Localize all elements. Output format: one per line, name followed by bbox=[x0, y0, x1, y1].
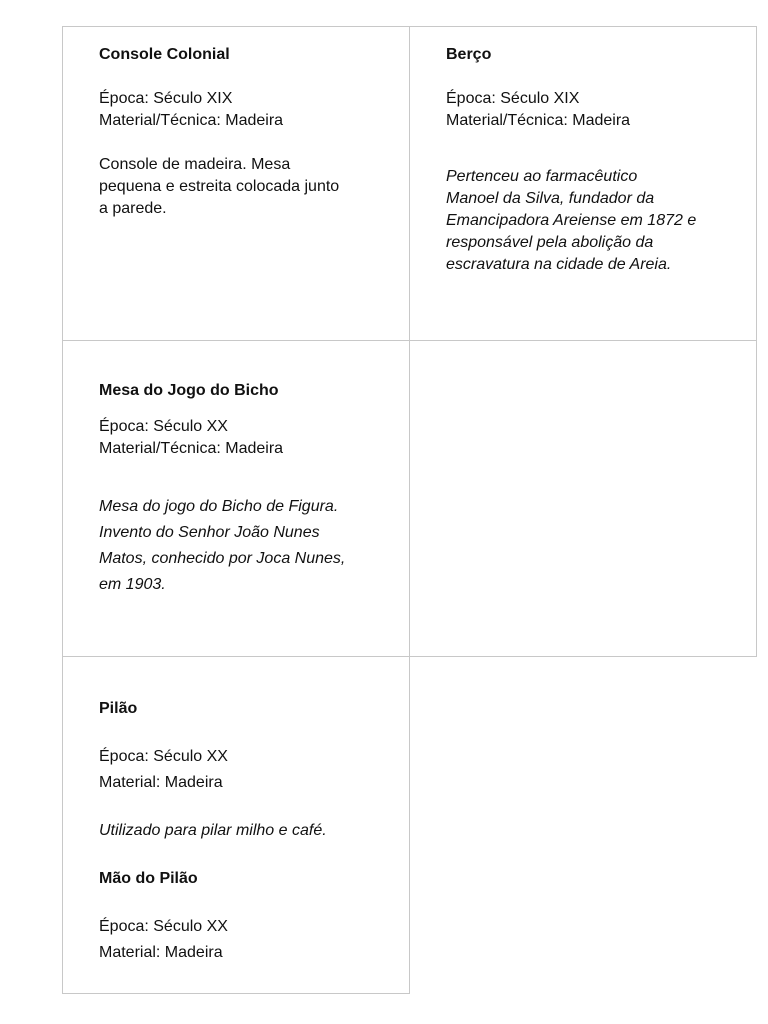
item-title: Berço bbox=[446, 46, 492, 63]
item-description-line: Utilizado para pilar milho e café. bbox=[99, 822, 327, 839]
item-epoca: Época: Século XIX bbox=[446, 90, 580, 107]
item-epoca: Época: Século XX bbox=[99, 748, 228, 765]
empty-cell bbox=[409, 340, 757, 657]
item-description-line: Emancipadora Areiense em 1872 e bbox=[446, 212, 697, 229]
item-material: Material: Madeira bbox=[99, 944, 223, 961]
item-description-line: Pertenceu ao farmacêutico bbox=[446, 168, 638, 185]
item-epoca: Época: Século XIX bbox=[99, 90, 233, 107]
item-title: Mesa do Jogo do Bicho bbox=[99, 382, 279, 399]
item-content bbox=[99, 380, 389, 598]
item-content bbox=[99, 44, 389, 220]
item-epoca: Época: Século XX bbox=[99, 918, 228, 935]
item-material: Material/Técnica: Madeira bbox=[99, 440, 284, 457]
item-title: Mão do Pilão bbox=[99, 870, 198, 887]
item-description-line: a parede. bbox=[99, 200, 167, 217]
item-card-berco bbox=[409, 26, 757, 341]
item-description-line: em 1903. bbox=[99, 576, 166, 593]
item-material: Material: Madeira bbox=[99, 774, 223, 791]
item-content bbox=[99, 696, 389, 966]
item-material: Material/Técnica: Madeira bbox=[99, 112, 284, 129]
item-description-line: pequena e estreita colocada junto bbox=[99, 178, 340, 195]
item-card-mesa-jogo-do-bicho bbox=[62, 340, 410, 657]
item-epoca: Época: Século XX bbox=[99, 418, 228, 435]
item-description-line: escravatura na cidade de Areia. bbox=[446, 256, 672, 273]
item-description-line: Manoel da Silva, fundador da bbox=[446, 190, 655, 207]
item-card-pilao bbox=[62, 656, 410, 994]
item-description-line: Mesa do jogo do Bicho de Figura. bbox=[99, 498, 339, 515]
item-material: Material/Técnica: Madeira bbox=[446, 112, 631, 129]
item-description-line: Matos, conhecido por Joca Nunes, bbox=[99, 550, 346, 567]
item-description-line: Console de madeira. Mesa bbox=[99, 156, 291, 173]
item-description-line: responsável pela abolição da bbox=[446, 234, 654, 251]
item-content bbox=[446, 44, 736, 276]
item-description-line: Invento do Senhor João Nunes bbox=[99, 524, 320, 541]
item-title: Pilão bbox=[99, 700, 138, 717]
item-title: Console Colonial bbox=[99, 46, 230, 63]
item-card-console-colonial bbox=[62, 26, 410, 341]
